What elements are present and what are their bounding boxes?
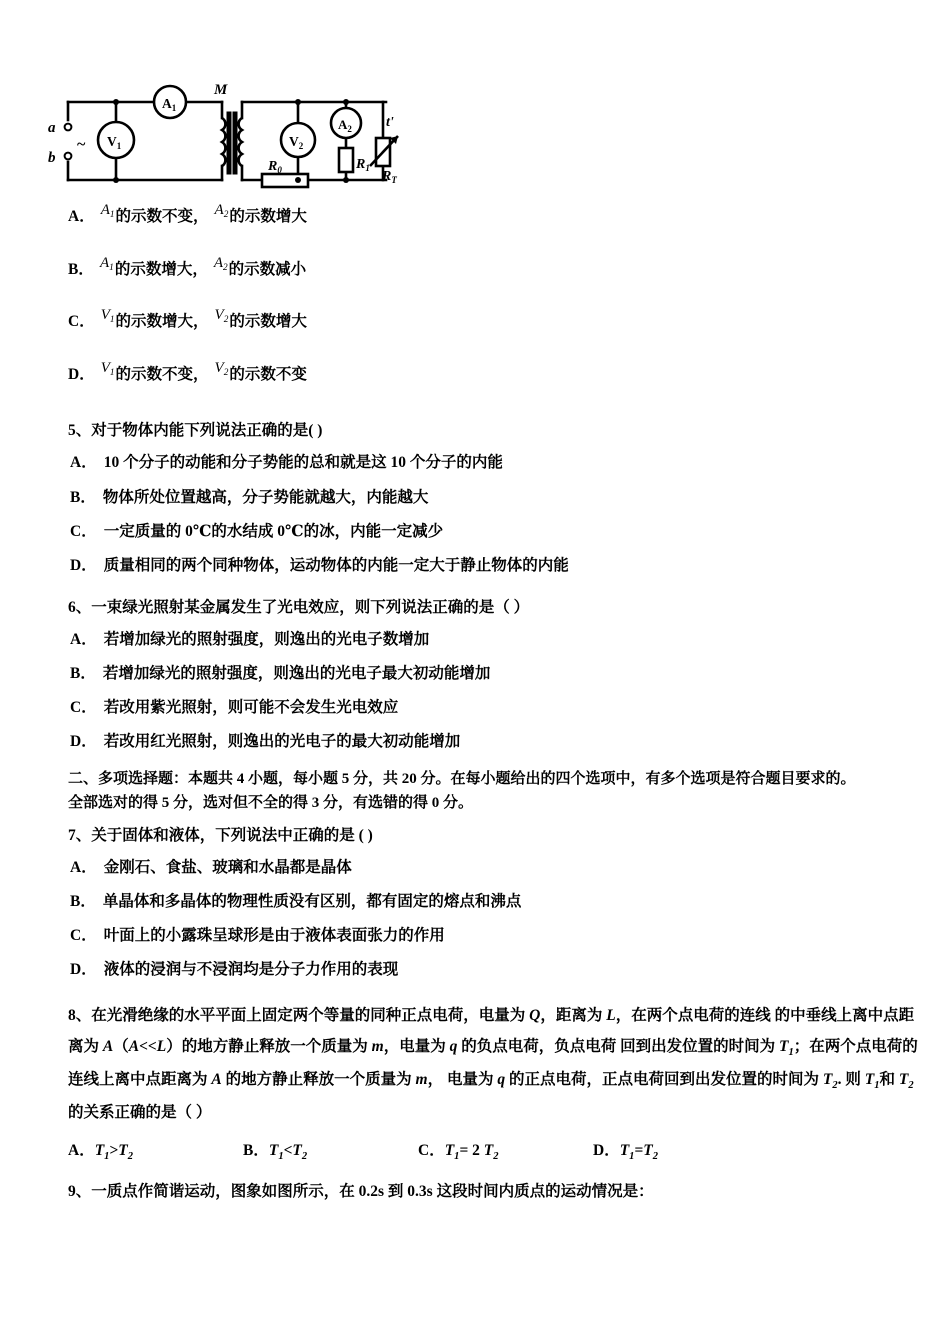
- resistor-r1-body: [339, 148, 353, 172]
- question-6: [68, 595, 928, 755]
- terminal-a-node: [65, 124, 72, 131]
- q5-option-d-label: D．: [70, 556, 97, 574]
- question-6-option-a[interactable]: [68, 627, 928, 652]
- q5-option-c-label: C．: [70, 522, 97, 540]
- q8-option-c-rhs: $T_2$: [483, 1142, 499, 1163]
- circuit-diagram-svg: [46, 80, 406, 198]
- q5-option-a-label: A．: [70, 454, 97, 472]
- question-8: [68, 1000, 928, 1163]
- q8-option-d-op: =: [634, 1142, 644, 1160]
- q5-option-b-label: B．: [70, 488, 96, 506]
- q6-option-d-label: D．: [70, 733, 97, 751]
- q8-option-d-rhs: $T_2$: [643, 1142, 659, 1163]
- question-8-stem: [68, 1000, 928, 1129]
- q8-option-b-rhs: $T_2$: [292, 1142, 308, 1163]
- option-c-text-2: 的示数增大: [229, 313, 307, 331]
- option-c-text-1: 的示数增大，: [115, 313, 209, 331]
- q8-var-T2-a: $T_2$: [822, 1070, 838, 1092]
- q5-option-d-text: 质量相同的两个同种物体，运动物体的内能一定大于静止物体的内能: [103, 556, 569, 574]
- ac-source-symbol: ~: [77, 136, 86, 153]
- option-d-meter-1: $V_1$: [100, 359, 115, 378]
- resistor-r1-label: $R_1$: [356, 157, 370, 173]
- terminal-b-node: [65, 153, 72, 160]
- thermistor-rt-label: $R_T$: [382, 169, 397, 185]
- q8-var-A-1: A: [102, 1038, 114, 1056]
- question-6-stem: 6、一束绿光照射某金属发生了光电效应，则下列说法正确的是（ ）: [68, 598, 530, 616]
- page-content: [48, 72, 928, 1211]
- q8-var-T1-a: $T_1$: [778, 1038, 794, 1059]
- q8-var-T2-b: $T_2$: [898, 1070, 914, 1092]
- q6-option-c-text: 若改用紫光照射，则可能不会发生光电效应: [103, 699, 399, 717]
- q8-option-b-lhs: $T_1$: [268, 1142, 284, 1163]
- q8-line3-b: 的地方静止释放一个质量为: [221, 1070, 416, 1088]
- q6-option-a-text: 若增加绿光的照射强度，则逸出的光电子数增加: [103, 631, 430, 649]
- q8-line2-c: <<: [139, 1038, 157, 1056]
- option-b-meter-1: $A_1$: [100, 254, 114, 273]
- question-5-option-b[interactable]: [68, 485, 928, 510]
- q8-var-A-2: A: [128, 1038, 140, 1056]
- q8-line1-b: ，距离为: [540, 1006, 607, 1024]
- q8-line2-f: 的负点电荷，负点电荷 回到出发位置的时间为: [457, 1038, 779, 1056]
- section-2-header: [68, 768, 928, 815]
- question-8-option-a[interactable]: [68, 1138, 243, 1162]
- option-c-meter-2: $V_2$: [214, 307, 229, 326]
- transformer-m-label: M: [214, 82, 228, 98]
- q8-line3-c: ， 电量为: [427, 1070, 498, 1088]
- option-a-meter-2: $A_2$: [214, 202, 229, 220]
- question-6-option-c[interactable]: [68, 695, 928, 720]
- option-a-label: A．: [68, 208, 95, 225]
- question-7-stem: 7、关于固体和液体，下列说法中正确的是 ( ): [68, 826, 373, 844]
- option-row-a[interactable]: [68, 202, 928, 227]
- q7-option-c-label: C．: [70, 927, 97, 945]
- q7-option-b-label: B．: [70, 893, 96, 911]
- q8-option-a-rhs: $T_2$: [118, 1142, 134, 1163]
- q8-var-q-2: q: [497, 1070, 506, 1088]
- q8-option-a-lhs: $T_1$: [94, 1142, 110, 1163]
- q8-line3-a: ；在两个点电荷的连线上离中点距离为: [68, 1038, 918, 1088]
- voltmeter-v2-label: $V_2$: [289, 134, 304, 151]
- q7-option-c-text: 叶面上的小露珠呈球形是由于液体表面张力的作用: [103, 927, 445, 945]
- q8-option-d-label: D．: [593, 1142, 620, 1160]
- option-d-text-2: 的示数不变: [229, 365, 307, 383]
- question-5-option-a[interactable]: [68, 450, 928, 475]
- question-5-option-d[interactable]: [68, 553, 928, 578]
- q7-option-b-text: 单晶体和多晶体的物理性质没有区别，都有固定的熔点和沸点: [102, 893, 522, 911]
- q8-line2-d: ）的地方静止释放一个质量为: [166, 1038, 372, 1056]
- q8-var-m-1: m: [371, 1038, 384, 1056]
- question-5-stem: 5、对于物体内能下列说法正确的是( ): [68, 422, 323, 440]
- q8-line4-d: 的关系正确的是（ ）: [68, 1103, 212, 1121]
- q8-line3-d: 的正点电荷，正点电荷回到出发: [505, 1070, 726, 1088]
- question-8-option-c[interactable]: [418, 1138, 593, 1162]
- q5-option-a-text: 10 个分子的动能和分子势能的总和就是这 10 个分子的内能: [103, 454, 503, 472]
- q8-option-a-op: >: [109, 1142, 119, 1160]
- resistor-r0-body: [262, 174, 308, 187]
- q7-option-d-text: 液体的浸润与不浸润均是分子力作用的表现: [103, 961, 399, 979]
- figure-transformer-circuit: [48, 72, 928, 202]
- question-6-option-b[interactable]: [68, 661, 928, 686]
- resistor-r0-label: $R_0$: [268, 159, 282, 175]
- q8-line1-c: ，在两个点电荷的连线 的中垂线上离: [615, 1006, 868, 1024]
- option-row-b[interactable]: [68, 254, 928, 280]
- question-8-options: [68, 1138, 928, 1162]
- q6-option-b-text: 若增加绿光的照射强度，则逸出的光电子最大初动能增加: [102, 665, 491, 683]
- question-8-option-d[interactable]: [593, 1138, 768, 1162]
- q7-option-a-label: A．: [70, 859, 97, 877]
- q6-option-d-text: 若改用红光照射，则逸出的光电子的最大初动能增加: [103, 733, 461, 751]
- q8-option-b-label: B．: [243, 1142, 269, 1160]
- question-5-option-c[interactable]: [68, 519, 928, 544]
- question-7-option-b[interactable]: [68, 889, 928, 914]
- q8-option-a-label: A．: [68, 1142, 95, 1160]
- terminal-a-label: a: [48, 120, 56, 136]
- q8-line4-a: 位置的时间为: [725, 1070, 823, 1088]
- question-7-option-c[interactable]: [68, 923, 928, 948]
- question-4-options: [68, 202, 928, 384]
- q8-var-A-3: A: [211, 1070, 222, 1088]
- option-b-meter-2: $A_2$: [213, 254, 228, 273]
- option-b-text-1: 的示数增大，: [114, 260, 208, 278]
- option-d-label: D．: [68, 365, 95, 383]
- q6-option-b-label: B．: [70, 665, 96, 683]
- q8-line2-b: （: [113, 1038, 129, 1056]
- q8-line2-a: 中点距离为: [68, 1006, 915, 1056]
- option-c-meter-1: $V_1$: [100, 307, 115, 326]
- q8-var-L: L: [606, 1006, 616, 1024]
- option-a-text-1: 的示数不变，: [115, 208, 209, 225]
- q8-option-c-label: C．: [418, 1142, 445, 1160]
- question-6-option-d[interactable]: [68, 729, 928, 754]
- q8-var-L-2: L: [156, 1038, 167, 1056]
- q7-option-d-label: D．: [70, 961, 97, 979]
- q8-var-Q: Q: [529, 1006, 541, 1024]
- q8-var-T1-b: $T_1$: [864, 1070, 880, 1092]
- option-d-meter-2: $V_2$: [214, 359, 229, 378]
- q5-option-b-text: 物体所处位置越高，分子势能就越大，内能越大: [102, 488, 429, 506]
- question-5: [68, 418, 928, 578]
- q8-line4-b: . 则: [837, 1070, 865, 1088]
- option-d-text-1: 的示数不变，: [115, 365, 209, 383]
- ammeter-a1-label: $A_1$: [162, 96, 177, 113]
- q8-line4-c: 和: [879, 1070, 899, 1088]
- q7-option-a-text: 金刚石、食盐、玻璃和水晶都是晶体: [103, 859, 352, 877]
- question-7-option-a[interactable]: [68, 855, 928, 880]
- q6-option-c-label: C．: [70, 699, 97, 717]
- q8-var-m-2: m: [415, 1070, 428, 1088]
- option-a-meter-1: $A_1$: [100, 202, 115, 220]
- q8-line2-e: ，电量为: [383, 1038, 450, 1056]
- q5-option-c-text: 一定质量的 0℃的水结成 0℃的冰，内能一定减少: [103, 522, 444, 540]
- option-c-label: C．: [68, 313, 95, 331]
- option-b-text-2: 的示数减小: [228, 260, 307, 278]
- option-row-c[interactable]: [68, 307, 928, 332]
- q6-option-a-label: A．: [70, 631, 97, 649]
- q8-option-b-op: <: [283, 1142, 293, 1160]
- section-2-line-2: 全部选对的得 5 分，选对但不全的得 3 分，有选错的得 0 分。: [68, 794, 474, 811]
- question-9: [68, 1179, 928, 1204]
- ammeter-a2-label: $A_2$: [338, 117, 352, 134]
- temperature-mark-label: t': [386, 115, 394, 130]
- terminal-b-label: b: [48, 150, 56, 166]
- q8-var-q-1: q: [449, 1038, 458, 1056]
- voltmeter-v1-label: $V_1$: [107, 134, 122, 151]
- q8-option-d-lhs: $T_1$: [619, 1142, 635, 1163]
- question-8-option-b[interactable]: [243, 1138, 418, 1162]
- question-7: [68, 823, 928, 983]
- q8-line1-a: 8、在光滑绝缘的水平平面上固定两个等量的同种正点电荷，电量为: [68, 1006, 530, 1024]
- section-2-line-1: 二、多项选择题：本题共 4 小题，每小题 5 分，共 20 分。在每小题给出的四个选项中，有多个选项是符合题目要求的。: [68, 771, 856, 788]
- q8-option-c-op: = 2: [459, 1142, 484, 1160]
- question-9-stem: 9、一质点作简谐运动，图象如图所示，在 0.2s 到 0.3s 这段时间内质点的运动情况是：: [68, 1182, 654, 1200]
- option-row-d[interactable]: [68, 359, 928, 385]
- option-a-text-2: 的示数增大: [229, 208, 307, 225]
- option-b-label: B．: [68, 260, 94, 278]
- q8-option-c-lhs: $T_1$: [444, 1142, 460, 1163]
- question-7-option-d[interactable]: [68, 957, 928, 982]
